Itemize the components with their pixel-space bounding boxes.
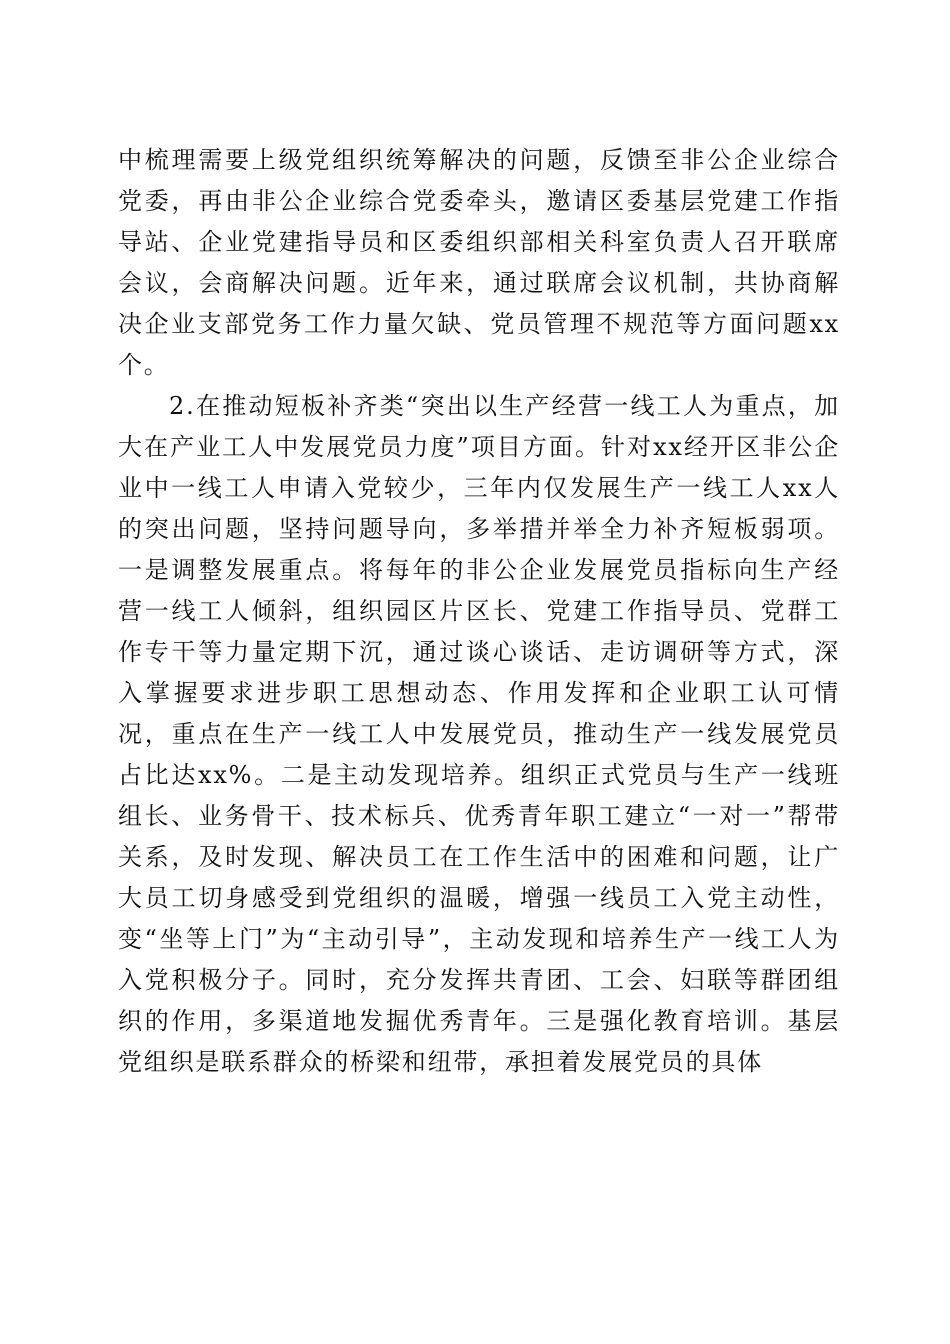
- paragraph-item-2: 2.在推动短板补齐类“突出以生产经营一线工人为重点，加大在产业工人中发展党员力度”项目方面。针对xx经开区非公企业中一线工人申请入党较少，三年内仅发展生产一线工人xx人的突出问题，坚持问题导向，多举措并举全力补齐短板弱项。一是调整发展重点。将每年的非公企业发展党员指标向生产经营一线工人倾斜，组织园区片区长、党建工作指导员、党群工作专干等力量定期下沉，通过谈心谈话、走访调研等方式，深入掌握要求进步职工思想动态、作用发挥和企业职工认可情况，重点在生产一线工人中发展党员，推动生产一线发展党员占比达xx%。二是主动发现培养。组织正式党员与生产一线班组长、业务骨干、技术标兵、优秀青年职工建立“一对一”帮带关系，及时发现、解决员工在工作生活中的困难和问题，让广大员工切身感受到党组织的温暖，增强一线员工入党主动性，变“坐等上门”为“主动引导”，主动发现和培养生产一线工人为入党积极分子。同时，充分发挥共青团、工会、妇联等群团组织的作用，多渠道地发掘优秀青年。三是强化教育培训。基层党组织是联系群众的桥梁和纽带，承担着发展党员的具体: [118, 392, 840, 1076]
- paragraph-continuation: 中梳理需要上级党组织统筹解决的问题，反馈至非公企业综合党委，再由非公企业综合党委牵头，邀请区委基层党建工作指导站、企业党建指导员和区委组织部相关科室负责人召开联席会议，会商解决问题。近年来，通过联席会议机制，共协商解决企业支部党务工作力量欠缺、党员管理不规范等方面问题xx个。: [118, 146, 840, 379]
- document-body: [118, 140, 840, 1083]
